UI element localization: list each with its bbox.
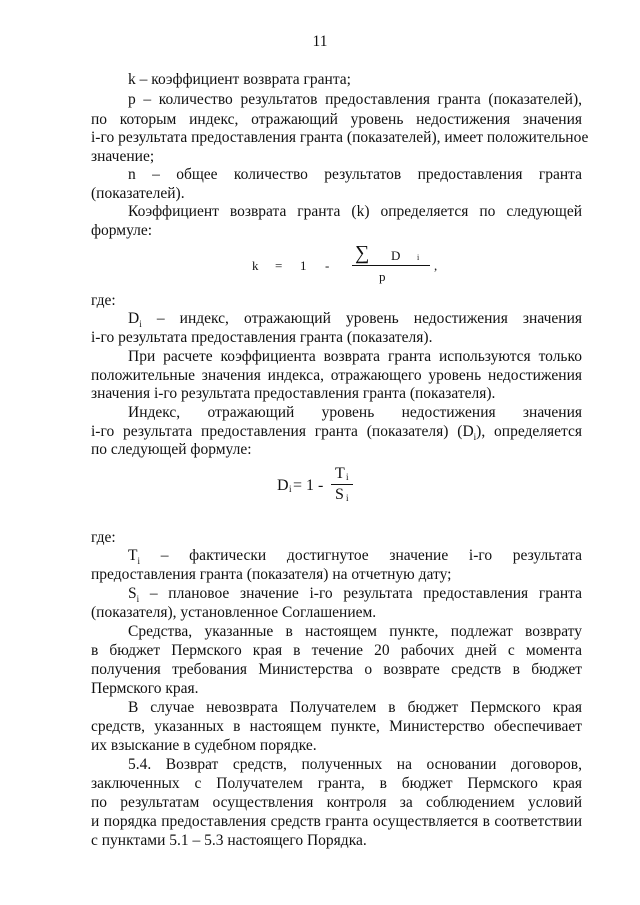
text-line: по следующей формуле: (91, 441, 252, 458)
text-fragment: i-го результата предоставления гранта (показателя) (D (91, 423, 474, 440)
text-line: средств, указанных в настоящем пункте, Министерство обеспечивает (91, 718, 582, 735)
formula-symbol: k (252, 258, 259, 273)
page-number: 11 (312, 33, 328, 50)
text-fragment: – фактически достигнутое значение i-го результата (160, 547, 582, 564)
text-fragment: – индекс, отражающий уровень недостижения значения (156, 310, 582, 327)
text-line: получения требования Министерства о возврате средств в бюджет (91, 661, 582, 678)
formula-symbol: D (391, 248, 401, 263)
text-line: их взыскание в судебном порядке. (91, 737, 317, 754)
text-line: формуле: (91, 222, 153, 239)
text-line: в бюджет Пермского края в течение 20 рабочих дней с момента (91, 642, 582, 659)
text-line: р – количество результатов предоставления гранта (показателей), (128, 91, 582, 108)
text-line: предоставления гранта (показателя) на отчетную дату; (91, 566, 452, 583)
text-line: Средства, указанные в настоящем пункте, подлежат возврату (128, 623, 582, 640)
formula-symbol: - (325, 258, 330, 273)
text-line: где: (91, 529, 116, 546)
text-line: значения i-го результата предоставления гранта (показателя). (91, 385, 496, 402)
sum-symbol: ∑ (355, 242, 370, 264)
text-line: При расчете коэффициента возврата гранта используются только (128, 348, 582, 365)
formula-return-coefficient (248, 244, 448, 286)
text-line: с пунктами 5.1 – 5.3 настоящего Порядка. (91, 832, 367, 849)
symbol: S (128, 585, 137, 602)
formula-symbol: S (335, 486, 344, 503)
formula-subscript: i (346, 472, 349, 482)
text-line: Индекс, отражающий уровень недостижения значения (128, 404, 582, 421)
text-line: заключенных с Получателем гранта, в бюджет Пермского края (91, 775, 582, 792)
subscript: i (473, 432, 477, 443)
formula-symbol: = 1 - (293, 477, 324, 494)
fraction-bar (352, 265, 430, 266)
formula-subscript: i (346, 493, 349, 503)
text-line: n – общее количество результатов предоставления гранта (128, 166, 582, 183)
formula-symbol: 1 (300, 258, 307, 273)
text-line: и порядка предоставления средств гранта осуществляется в соответствии (91, 813, 582, 830)
text-line: i-го результата предоставления гранта (показателей), имеет положительное (91, 129, 589, 146)
text-line: 5.4. Возврат средств, полученных на основании договоров, (128, 756, 582, 773)
subscript: i (137, 556, 140, 567)
text-line: i-го результата предоставления гранта (показателя). (91, 329, 433, 346)
formula-subscript: i (289, 484, 292, 494)
text-line: по которым индекс, отражающий уровень недостижения значения (91, 111, 582, 128)
text-line: Коэффициент возврата гранта (k) определяется по следующей (128, 203, 582, 220)
formula-symbol: T (335, 465, 345, 482)
formula-subscript: i (417, 253, 420, 262)
formula-symbol: = (275, 258, 283, 273)
text-line: k – коэффициент возврата гранта; (128, 71, 351, 88)
text-line: (показателей). (91, 185, 185, 202)
formula-symbol: , (434, 258, 438, 273)
subscript: i (139, 319, 142, 330)
subscript: i (136, 594, 140, 605)
text-line: значение; (91, 148, 155, 165)
text-line: (показателя), установленное Соглашением. (91, 604, 377, 621)
text-line: по результатам осуществления контроля за соблюдением условий (91, 794, 582, 811)
text-line: Пермского края. (91, 680, 199, 697)
fraction-bar (331, 484, 353, 485)
formula-index (275, 463, 365, 513)
text-line: положительные значения индекса, отражающего уровень недостижения (91, 367, 582, 384)
text-fragment: ), определяется (476, 423, 582, 440)
symbol: D (128, 310, 140, 327)
symbol: T (128, 547, 138, 564)
formula-symbol: p (379, 269, 386, 284)
text-line: В случае невозврата Получателем в бюджет Пермского края (128, 699, 582, 716)
formula-symbol: D (277, 477, 289, 494)
text-line: где: (91, 292, 116, 309)
text-fragment: – плановое значение i-го результата предоставления гранта (149, 585, 583, 602)
